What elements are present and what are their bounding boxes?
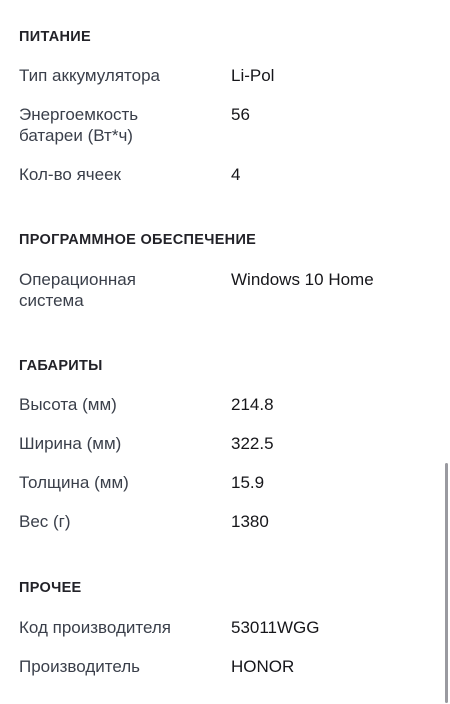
spec-value: 322.5 bbox=[231, 434, 274, 453]
spec-value: 53011WGG bbox=[231, 618, 320, 637]
spec-label: Энергоемкость батареи (Вт*ч) bbox=[19, 105, 139, 145]
spec-label-text: Тип аккумулятора bbox=[19, 66, 160, 85]
spec-row-os bbox=[19, 269, 450, 311]
spec-value: 1380 bbox=[231, 512, 269, 531]
spec-label: Код производителя bbox=[19, 618, 171, 637]
spec-label: Кол-во ячеек bbox=[19, 165, 121, 184]
scrollbar[interactable] bbox=[445, 463, 448, 703]
spec-label: Операционная система bbox=[19, 270, 136, 310]
spec-label: Ширина (мм) bbox=[19, 434, 122, 453]
specs-list bbox=[19, 28, 450, 677]
spec-row-weight bbox=[19, 511, 450, 532]
section-title: ПИТАНИЕ bbox=[19, 29, 91, 45]
spec-value: 15.9 bbox=[231, 473, 265, 492]
section-title: ПРОЧЕЕ bbox=[19, 580, 82, 596]
spec-row-width bbox=[19, 433, 450, 454]
spec-label: Толщина (мм) bbox=[19, 473, 129, 492]
spec-row-manufacturer-code bbox=[19, 617, 450, 638]
spec-label bbox=[19, 65, 231, 86]
spec-row-thickness bbox=[19, 472, 450, 493]
spec-label: Производитель bbox=[19, 657, 141, 676]
spec-label: Вес (г) bbox=[19, 512, 71, 531]
section-other bbox=[19, 579, 450, 677]
section-title: ПРОГРАММНОЕ ОБЕСПЕЧЕНИЕ bbox=[19, 232, 257, 248]
spec-row-height bbox=[19, 394, 450, 415]
section-title: ГАБАРИТЫ bbox=[19, 358, 103, 374]
spec-value: HONOR bbox=[231, 657, 295, 676]
spec-value: 56 bbox=[231, 105, 250, 124]
section-power bbox=[19, 28, 450, 185]
spec-value: 4 bbox=[231, 165, 241, 184]
spec-value: 214.8 bbox=[231, 395, 274, 414]
spec-value: Windows 10 Home bbox=[231, 270, 374, 289]
spec-row-battery-capacity bbox=[19, 104, 450, 146]
spec-row-manufacturer bbox=[19, 656, 450, 677]
spec-label: Высота (мм) bbox=[19, 395, 117, 414]
spec-row-battery-type bbox=[19, 65, 450, 86]
spec-row-cell-count bbox=[19, 164, 450, 185]
section-dimensions bbox=[19, 357, 450, 532]
section-software bbox=[19, 231, 450, 311]
spec-value: Li-Pol bbox=[231, 66, 275, 85]
